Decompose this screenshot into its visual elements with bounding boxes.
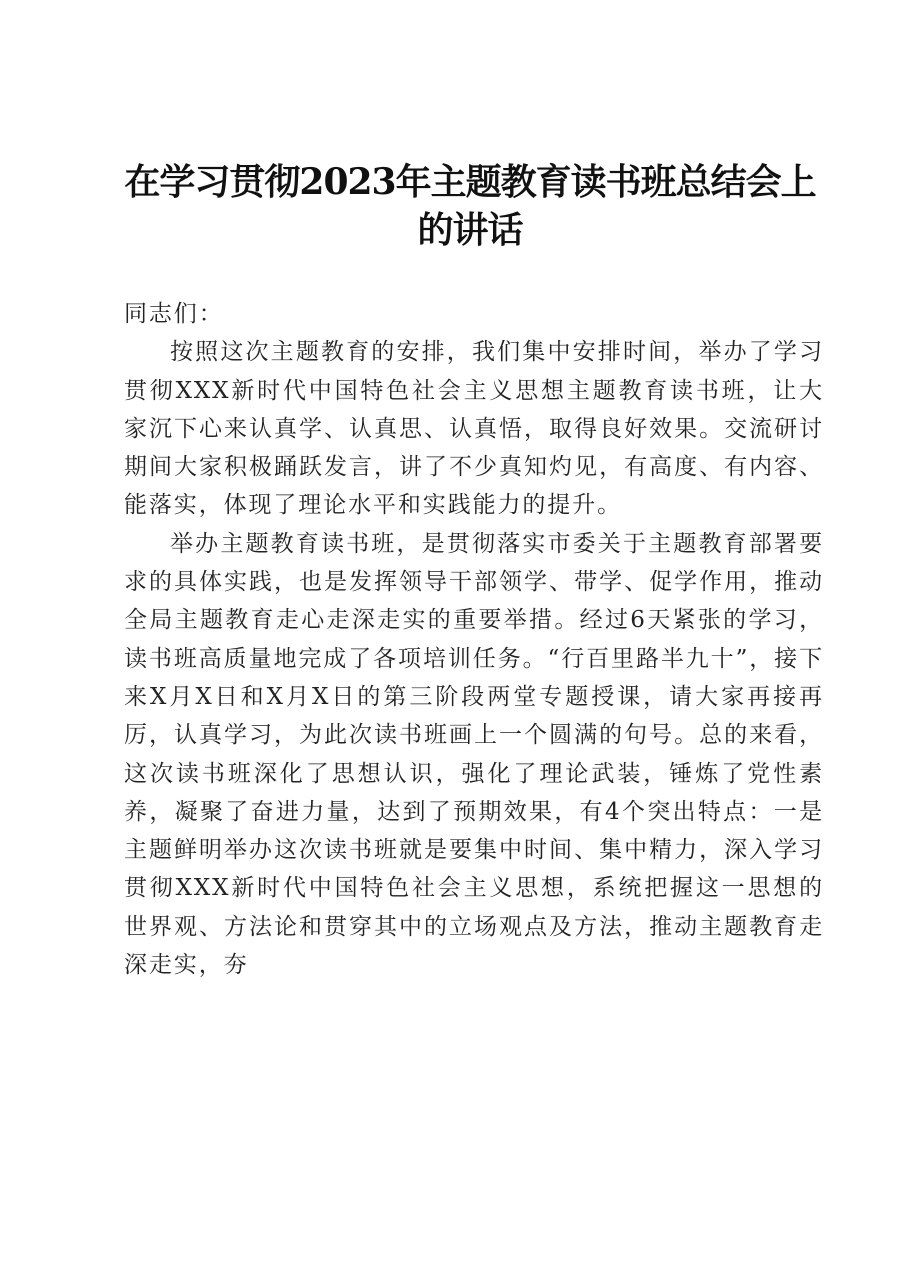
salutation: 同志们： xyxy=(124,301,224,327)
paragraph-1: 按照这次主题教育的安排，我们集中安排时间，举办了学习贯彻XXX新时代中国特色社会主义思想主题教育读书班，让大家沉下心来认真学、认真思、认真悟，取得良好效果。交流研讨期间大家积极踊跃发言，讲了不少真知灼见，有高度、有内容、能落实，体现了理论水平和实践能力的提升。 xyxy=(124,339,824,519)
document-title: 在学习贯彻2023年主题教育读书班总结会上的讲话 xyxy=(124,161,816,251)
document-body xyxy=(124,295,824,984)
paragraph-2: 举办主题教育读书班，是贯彻落实市委关于主题教育部署要求的具体实践，也是发挥领导干部领学、带学、促学作用，推动全局主题教育走心走深走实的重要举措。经过6天紧张的学习，读书班高质量地完成了各项培训任务。“行百里路半九十”，接下来X月X日和X月X日的第三阶段两堂专题授课，请大家再接再厉，认真学习，为此次读书班画上一个圆满的句号。总的来看，这次读书班深化了思想认识，强化了理论武装，锤炼了党性素养，凝聚了奋进力量，达到了预期效果，有4个突出特点：一是主题鲜明举办这次读书班就是要集中时间、集中精力，深入学习贯彻XXX新时代中国特色社会主义思想，系统把握这一思想的世界观、方法论和贯穿其中的立场观点及方法，推动主题教育走深走实，夯 xyxy=(124,530,824,979)
